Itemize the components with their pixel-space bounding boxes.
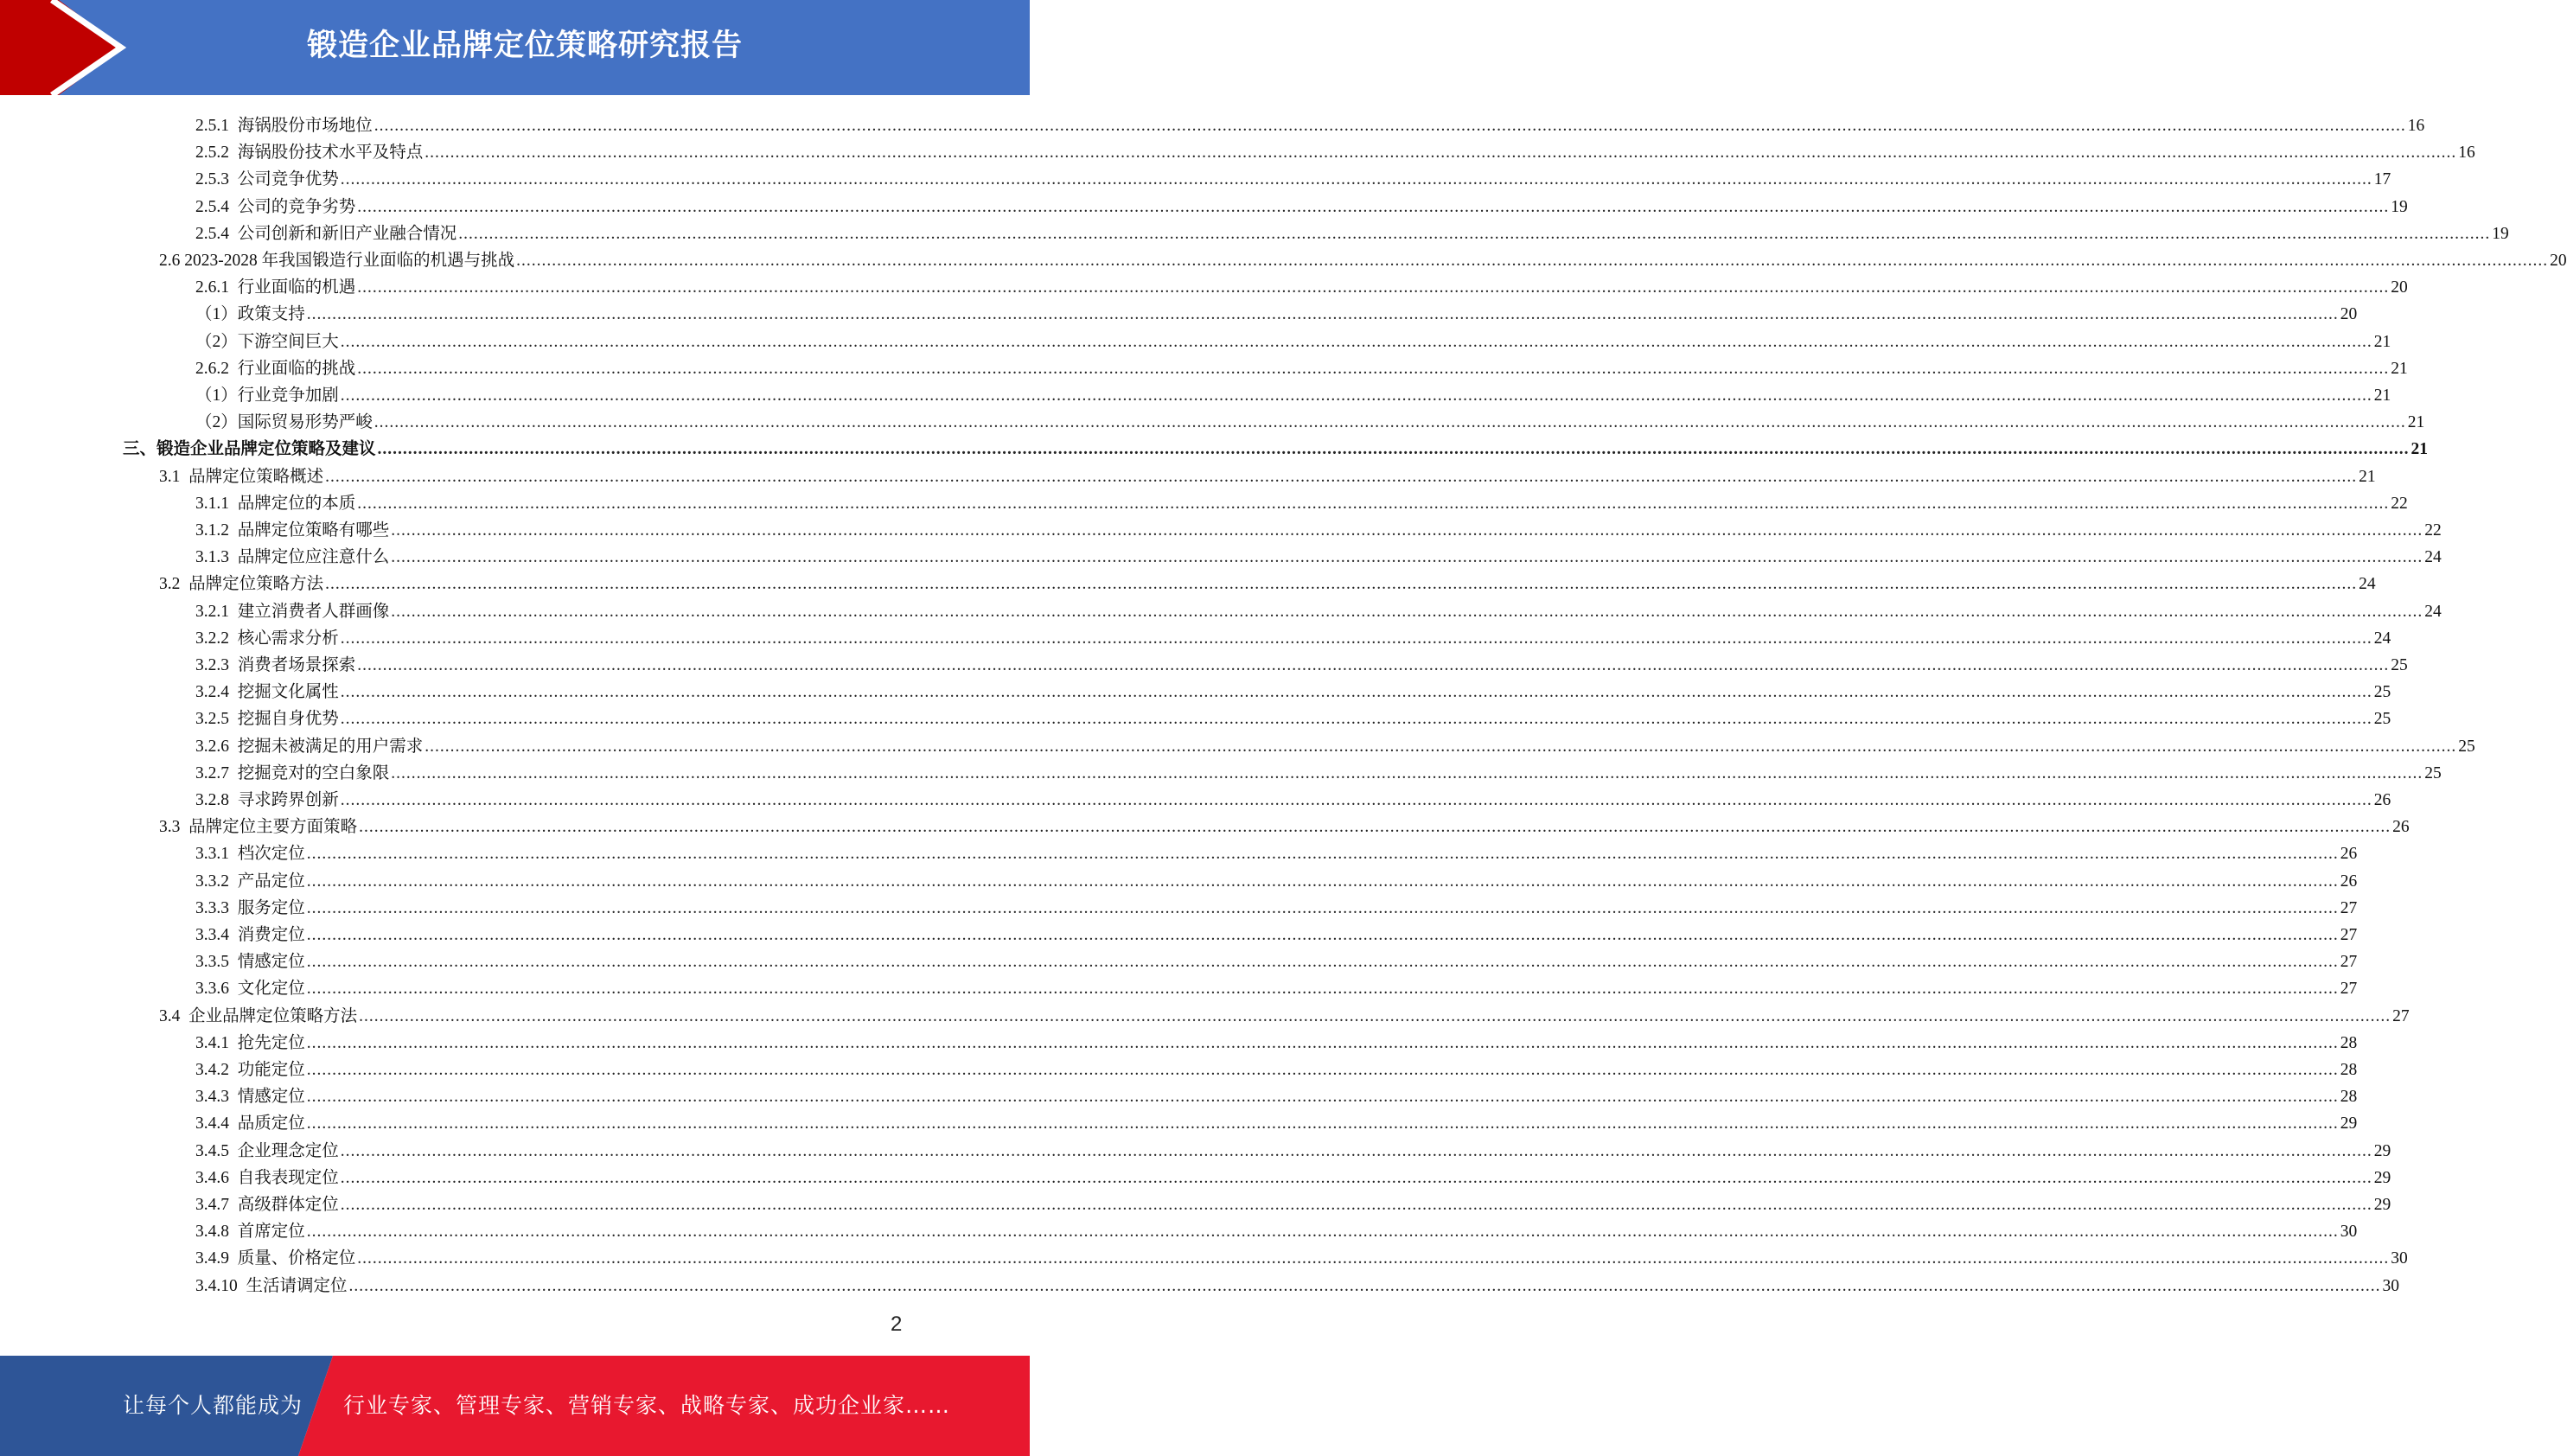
toc-entry-page: 30 [2340,1223,2358,1242]
toc-entry-label: 3.3.4 消费定位 [195,926,305,944]
toc-leader-dots: ................................................................................................................................................................................................................................................................................................................................................................................................................ [306,1223,2339,1242]
toc-entry[interactable] [195,380,2391,406]
toc-entry-page: 19 [2391,197,2408,216]
toc-leader-dots: ................................................................................................................................................................................................................................................................................................................................................................................................................ [391,521,2423,540]
toc-entry-page: 25 [2373,710,2391,729]
toc-entry[interactable] [195,406,2425,433]
toc-entry-label: 3.2 品牌定位策略方法 [159,575,324,594]
toc-entry-label: 3.4 企业品牌定位策略方法 [159,1006,358,1025]
toc-entry-page: 30 [2391,1249,2408,1268]
toc-entry-page: 29 [2373,1141,2391,1160]
toc-entry-label: 3.3.5 情感定位 [195,953,305,972]
toc-entry-page: 28 [2340,1061,2358,1079]
toc-leader-dots: ................................................................................................................................................................................................................................................................................................................................................................................................................ [306,1114,2339,1134]
toc-entry[interactable] [195,865,2358,892]
toc-entry[interactable] [195,919,2358,946]
toc-entry-label: 3.4.6 自我表现定位 [195,1168,339,1187]
toc-entry[interactable] [195,110,2425,137]
toc-entry-label: （1）政策支持 [195,305,305,324]
toc-entry[interactable] [159,568,2376,595]
toc-entry[interactable] [195,1189,2391,1216]
toc-entry-label: （2）国际贸易形势严峻 [195,413,373,432]
page-footer [0,1356,1030,1456]
toc-leader-dots: ................................................................................................................................................................................................................................................................................................................................................................................................................ [374,413,2406,432]
toc-entry-page: 20 [2340,305,2358,324]
toc-entry-page: 27 [2340,926,2358,944]
toc-entry-page: 29 [2373,1168,2391,1187]
toc-leader-dots: ................................................................................................................................................................................................................................................................................................................................................................................................................ [359,1006,2391,1025]
toc-entry-label: 3.2.8 寻求跨界创新 [195,791,339,809]
toc-leader-dots: ................................................................................................................................................................................................................................................................................................................................................................................................................ [357,278,2390,297]
toc-entry-page: 21 [2359,467,2376,486]
toc-entry-page: 22 [2391,494,2408,513]
toc-entry[interactable] [195,1216,2358,1242]
toc-entry-label: 3.1.3 品牌定位应注意什么 [195,548,390,567]
toc-entry[interactable] [195,514,2442,541]
toc-entry-label: 3.4.2 功能定位 [195,1061,305,1079]
toc-entry-label: 3.3.2 产品定位 [195,872,305,891]
toc-entry[interactable] [195,488,2408,514]
toc-entry-page: 30 [2382,1276,2400,1295]
toc-leader-dots: ................................................................................................................................................................................................................................................................................................................................................................................................................ [340,1196,2372,1214]
toc-entry-page: 26 [2340,872,2358,891]
toc-entry[interactable] [195,137,2475,163]
toc-entry[interactable] [195,596,2442,623]
page-header [0,0,1030,95]
toc-leader-dots: ................................................................................................................................................................................................................................................................................................................................................................................................................ [391,548,2423,567]
toc-leader-dots: ................................................................................................................................................................................................................................................................................................................................................................................................................ [348,1276,2381,1295]
toc-entry-label: 2.5.3 公司竞争优势 [195,170,339,189]
toc-leader-dots: ................................................................................................................................................................................................................................................................................................................................................................................................................ [357,656,2390,674]
toc-leader-dots: ................................................................................................................................................................................................................................................................................................................................................................................................................ [516,252,2549,270]
toc-leader-dots: ................................................................................................................................................................................................................................................................................................................................................................................................................ [340,683,2372,702]
toc-leader-dots: ................................................................................................................................................................................................................................................................................................................................................................................................................ [425,144,2457,163]
toc-entry-page: 24 [2373,629,2391,648]
toc-entry[interactable] [195,298,2358,325]
toc-leader-dots: ................................................................................................................................................................................................................................................................................................................................................................................................................ [306,1088,2339,1107]
toc-entry-page: 27 [2392,1006,2410,1025]
toc-leader-dots: ................................................................................................................................................................................................................................................................................................................................................................................................................ [359,818,2391,837]
toc-entry[interactable] [195,892,2358,919]
toc-leader-dots: ................................................................................................................................................................................................................................................................................................................................................................................................................ [357,1249,2390,1268]
toc-entry[interactable] [195,1081,2358,1108]
footer-slogan-left: 让每个人都能成为 [123,1393,303,1418]
toc-entry[interactable] [195,271,2408,298]
toc-entry-label: 2.5.4 公司的竞争劣势 [195,197,356,216]
toc-entry-label: 2.5.2 海锅股份技术水平及特点 [195,144,424,163]
toc-leader-dots: ................................................................................................................................................................................................................................................................................................................................................................................................................ [340,710,2372,729]
toc-leader-dots: ................................................................................................................................................................................................................................................................................................................................................................................................................ [340,170,2372,189]
toc-entry-label: 2.6 2023-2028 年我国锻造行业面临的机遇与挑战 [159,252,515,270]
toc-entry[interactable] [159,245,2567,271]
toc-entry-page: 25 [2458,737,2475,756]
toc-entry-page: 26 [2373,791,2391,809]
toc-leader-dots: ................................................................................................................................................................................................................................................................................................................................................................................................................ [340,386,2372,405]
toc-entry[interactable] [159,461,2376,488]
page-number: 2 [891,1312,903,1336]
toc-entry-label: 3.2.5 挖掘自身优势 [195,710,339,729]
header-arrow-icon [0,0,138,95]
toc-entry[interactable] [195,649,2408,676]
toc-leader-dots: ................................................................................................................................................................................................................................................................................................................................................................................................................ [306,1033,2339,1052]
toc-leader-dots: ................................................................................................................................................................................................................................................................................................................................................................................................................ [325,575,2358,594]
toc-entry-page: 24 [2424,548,2442,567]
toc-leader-dots: ................................................................................................................................................................................................................................................................................................................................................................................................................ [306,898,2339,917]
toc-entry-page: 24 [2359,575,2376,594]
toc-leader-dots: ................................................................................................................................................................................................................................................................................................................................................................................................................ [325,467,2358,486]
toc-entry-page: 28 [2340,1033,2358,1052]
toc-entry[interactable] [195,676,2391,703]
toc-leader-dots: ................................................................................................................................................................................................................................................................................................................................................................................................................ [377,440,2410,459]
toc-entry-label: 3.1.2 品牌定位策略有哪些 [195,521,390,540]
toc-entry-page: 25 [2424,763,2442,782]
toc-entry[interactable] [123,433,2429,460]
toc-entry-label: 3.4.5 企业理念定位 [195,1141,339,1160]
toc-entry[interactable] [195,1135,2391,1162]
toc-entry-label: 3.2.1 建立消费者人群画像 [195,602,390,621]
toc-entry-label: 2.5.1 海锅股份市场地位 [195,117,373,135]
toc-leader-dots: ................................................................................................................................................................................................................................................................................................................................................................................................................ [306,926,2339,944]
toc-entry[interactable] [195,326,2391,353]
toc-entry-label: 3.4.9 质量、价格定位 [195,1249,356,1268]
toc-entry[interactable] [195,946,2358,973]
toc-entry-page: 21 [2373,386,2391,405]
toc-entry-label: 3.4.3 情感定位 [195,1088,305,1107]
toc-entry-page: 20 [2391,278,2408,297]
toc-entry[interactable] [195,623,2391,649]
toc-entry-page: 27 [2340,898,2358,917]
toc-entry-label: 3.3.3 服务定位 [195,898,305,917]
toc-entry-page: 27 [2340,953,2358,972]
toc-entry-page: 27 [2340,980,2358,999]
toc-entry-label: 3.2.6 挖掘未被满足的用户需求 [195,737,424,756]
toc-entry[interactable] [195,1242,2408,1269]
toc-entry-page: 29 [2340,1114,2358,1134]
toc-entry-label: 2.6.1 行业面临的机遇 [195,278,356,297]
toc-leader-dots: ................................................................................................................................................................................................................................................................................................................................................................................................................ [340,629,2372,648]
toc-entry[interactable] [159,811,2410,838]
toc-entry-page: 21 [2411,440,2429,459]
toc-entry-page: 25 [2391,656,2408,674]
toc-leader-dots: ................................................................................................................................................................................................................................................................................................................................................................................................................ [306,980,2339,999]
toc-entry-label: 3.4.1 抢先定位 [195,1033,305,1052]
toc-entry-page: 29 [2373,1196,2391,1214]
toc-leader-dots: ................................................................................................................................................................................................................................................................................................................................................................................................................ [391,763,2423,782]
toc-leader-dots: ................................................................................................................................................................................................................................................................................................................................................................................................................ [391,602,2423,621]
toc-entry[interactable] [195,353,2408,380]
toc-entry-page: 22 [2424,521,2442,540]
toc-entry-label: 2.5.4 公司创新和新旧产业融合情况 [195,224,457,243]
toc-leader-dots: ................................................................................................................................................................................................................................................................................................................................................................................................................ [357,494,2390,513]
toc-leader-dots: ................................................................................................................................................................................................................................................................................................................................................................................................................ [340,791,2372,809]
toc-entry[interactable] [195,1054,2358,1081]
toc-leader-dots: ................................................................................................................................................................................................................................................................................................................................................................................................................ [425,737,2457,756]
toc-leader-dots: ................................................................................................................................................................................................................................................................................................................................................................................................................ [357,359,2390,378]
toc-entry-label: 3.3.6 文化定位 [195,980,305,999]
toc-leader-dots: ................................................................................................................................................................................................................................................................................................................................................................................................................ [306,1061,2339,1079]
toc-entry-page: 21 [2407,413,2425,432]
toc-leader-dots: ................................................................................................................................................................................................................................................................................................................................................................................................................ [306,305,2339,324]
toc-leader-dots: ................................................................................................................................................................................................................................................................................................................................................................................................................ [306,872,2339,891]
toc-entry-label: 2.6.2 行业面临的挑战 [195,359,356,378]
footer-slogan-right: 行业专家、管理专家、营销专家、战略专家、成功企业家…… [343,1393,951,1418]
toc-entry-label: 3.2.2 核心需求分析 [195,629,339,648]
toc-entry-page: 26 [2392,818,2410,837]
report-title: 锻造企业品牌定位策略研究报告 [307,29,744,63]
toc-entry-page: 28 [2340,1088,2358,1107]
toc-entry-label: 3.4.7 高级群体定位 [195,1196,339,1214]
toc-leader-dots: ................................................................................................................................................................................................................................................................................................................................................................................................................ [458,224,2491,243]
toc-entry-label: 3.1.1 品牌定位的本质 [195,494,356,513]
toc-entry-label: 3.4.8 首席定位 [195,1223,305,1242]
toc-entry-page: 21 [2391,359,2408,378]
toc-entry[interactable] [195,784,2391,811]
toc-entry[interactable] [195,731,2475,757]
toc-entry[interactable] [195,838,2358,865]
toc-entry[interactable] [195,191,2408,218]
toc-entry[interactable] [159,1000,2410,1027]
toc-entry-label: 3.1 品牌定位策略概述 [159,467,324,486]
toc-entry-label: 3.3 品牌定位主要方面策略 [159,818,358,837]
toc-leader-dots: ................................................................................................................................................................................................................................................................................................................................................................................................................ [357,197,2390,216]
toc-entry-label: 3.2.4 挖掘文化属性 [195,683,339,702]
toc-entry[interactable] [195,973,2358,999]
toc-entry-label: 3.2.3 消费者场景探索 [195,656,356,674]
toc-entry-page: 16 [2458,144,2475,163]
toc-entry-label: （1）行业竞争加剧 [195,386,339,405]
toc-entry-label: 3.2.7 挖掘竞对的空白象限 [195,763,390,782]
toc-entry-page: 21 [2373,332,2391,351]
toc-entry[interactable] [195,163,2391,190]
toc-entry-page: 17 [2373,170,2391,189]
toc-entry-label: （2）下游空间巨大 [195,332,339,351]
toc-entry[interactable] [195,1162,2391,1189]
toc-leader-dots: ................................................................................................................................................................................................................................................................................................................................................................................................................ [306,845,2339,864]
toc-entry-label: 3.4.10 生活请调定位 [195,1276,348,1295]
toc-entry-page: 26 [2340,845,2358,864]
toc-leader-dots: ................................................................................................................................................................................................................................................................................................................................................................................................................ [340,332,2372,351]
toc-entry-page: 19 [2492,224,2509,243]
toc-leader-dots: ................................................................................................................................................................................................................................................................................................................................................................................................................ [340,1141,2372,1160]
toc-entry[interactable] [195,1270,2400,1297]
toc-leader-dots: ................................................................................................................................................................................................................................................................................................................................................................................................................ [340,1168,2372,1187]
toc-entry[interactable] [195,541,2442,568]
toc-entry-label: 3.4.4 品质定位 [195,1114,305,1134]
toc-leader-dots: ................................................................................................................................................................................................................................................................................................................................................................................................................ [306,953,2339,972]
toc-leader-dots: ................................................................................................................................................................................................................................................................................................................................................................................................................ [374,117,2406,135]
toc-entry[interactable] [195,218,2509,245]
toc-entry-label: 三、锻造企业品牌定位策略及建议 [123,440,376,459]
toc-entry-label: 3.3.1 档次定位 [195,845,305,864]
toc-entry[interactable] [195,703,2391,730]
toc-entry-page: 20 [2550,252,2567,270]
toc-entry-page: 24 [2424,602,2442,621]
toc-entry-page: 25 [2373,683,2391,702]
toc-entry[interactable] [195,1108,2358,1134]
toc-entry[interactable] [195,757,2442,784]
toc-entry-page: 16 [2407,117,2425,135]
toc-entry[interactable] [195,1027,2358,1054]
